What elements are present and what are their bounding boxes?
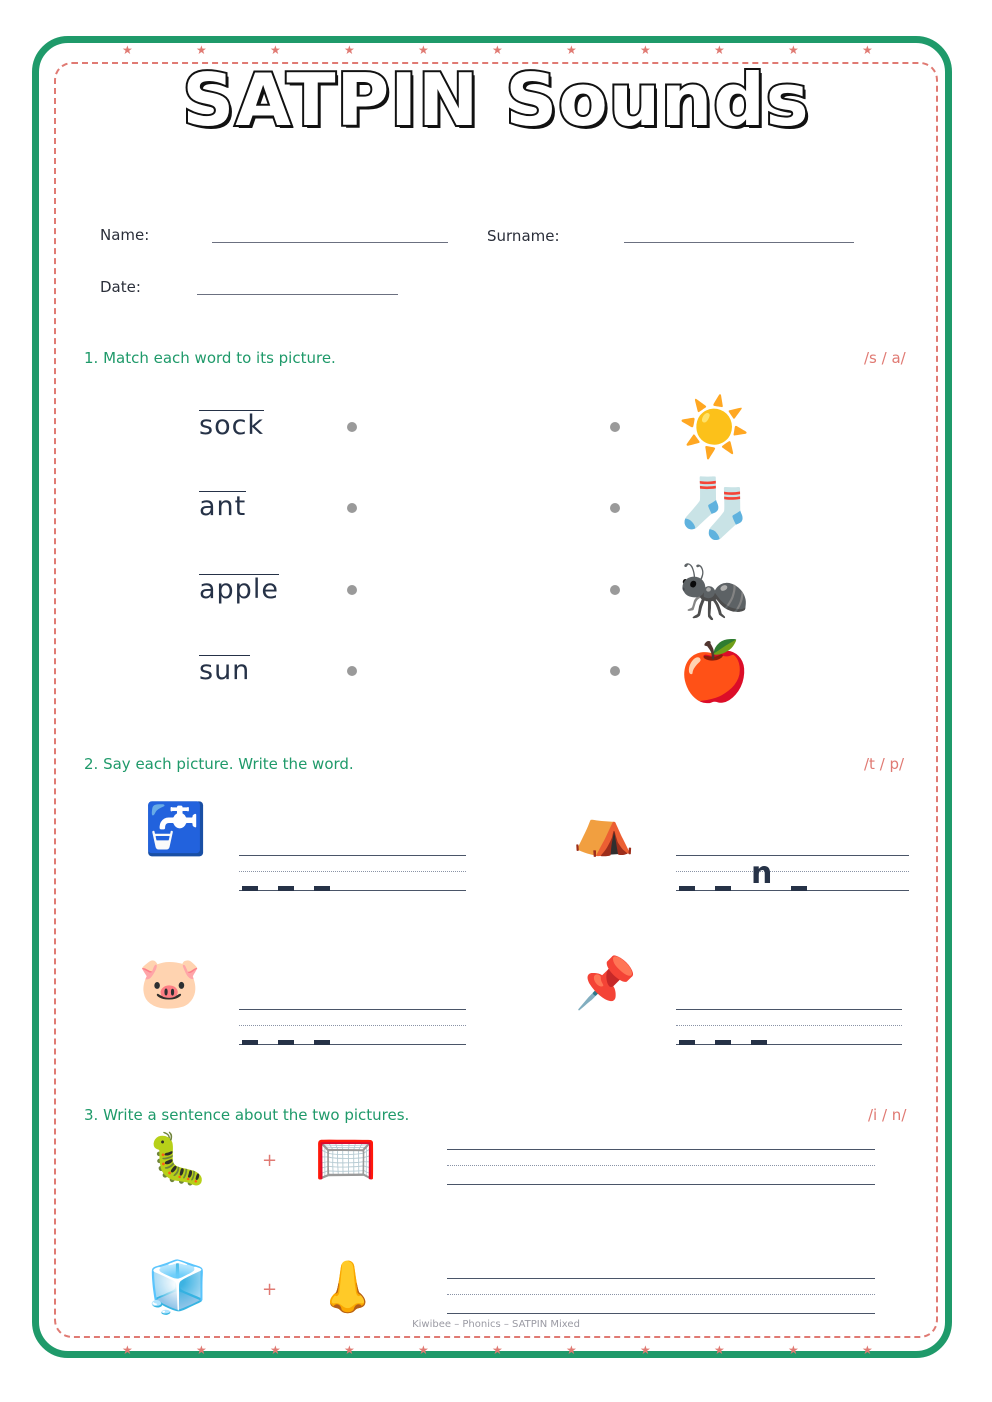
surname-field[interactable] — [624, 242, 854, 243]
match-word: ant — [199, 491, 247, 522]
pin-icon: 📌 — [574, 954, 638, 1012]
sun-icon: ☀️ — [678, 393, 751, 461]
sock-icon: 🧦 — [678, 474, 751, 542]
ant-icon: 🐜 — [678, 556, 751, 624]
match-word: apple — [199, 574, 279, 605]
q2-title: 2. Say each picture. Write the word. — [84, 755, 354, 773]
plus-sign: + — [262, 1279, 278, 1300]
q1-sound-tag: /s / a/ — [864, 349, 906, 367]
word-match-dot[interactable] — [347, 422, 357, 432]
page-title: SATPIN Sounds — [182, 58, 810, 142]
name-label: Name: — [100, 226, 150, 244]
word-match-dot[interactable] — [347, 503, 357, 513]
date-field[interactable] — [197, 294, 398, 295]
tap-icon: 🚰 — [144, 800, 208, 858]
letter-hint: n — [751, 856, 773, 891]
nose-icon: 👃 — [316, 1258, 380, 1316]
net-icon: 🥅 — [314, 1130, 378, 1188]
surname-label: Surname: — [487, 227, 560, 245]
picture-match-dot[interactable] — [610, 585, 620, 595]
pig-icon: 🐷 — [138, 954, 202, 1012]
picture-match-dot[interactable] — [610, 422, 620, 432]
q1-title: 1. Match each word to its picture. — [84, 349, 336, 367]
plus-sign: + — [262, 1150, 278, 1171]
name-field[interactable] — [212, 242, 448, 243]
word-match-dot[interactable] — [347, 585, 357, 595]
match-word: sun — [199, 655, 251, 686]
match-word: sock — [199, 410, 265, 441]
tent-icon: ⛺ — [572, 800, 636, 858]
q3-sound-tag: /i / n/ — [868, 1106, 907, 1124]
picture-match-dot[interactable] — [610, 503, 620, 513]
apple-icon: 🍎 — [678, 637, 751, 705]
picture-match-dot[interactable] — [610, 666, 620, 676]
word-match-dot[interactable] — [347, 666, 357, 676]
footer-credit: Kiwibee – Phonics – SATPIN Mixed — [412, 1319, 580, 1330]
q2-sound-tag: /t / p/ — [864, 755, 905, 773]
ice-icon: 🧊 — [146, 1258, 210, 1316]
q3-title: 3. Write a sentence about the two pictures. — [84, 1106, 410, 1124]
date-label: Date: — [100, 278, 141, 296]
insect-icon: 🐛 — [146, 1130, 210, 1188]
